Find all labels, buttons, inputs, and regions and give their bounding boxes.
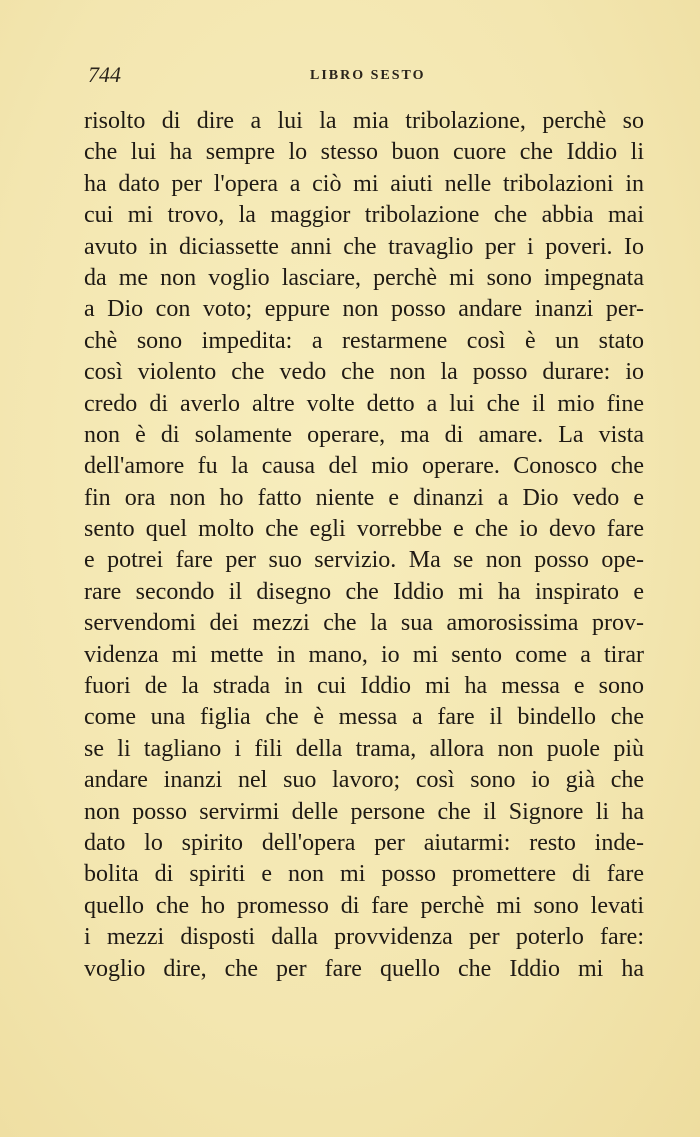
section-title: LIBRO SESTO <box>310 68 426 83</box>
text-line: così violento che vedo che non la posso durare: io <box>84 359 644 386</box>
text-line: dell'amore fu la causa del mio operare. Conosco che <box>84 453 644 480</box>
running-head <box>88 62 643 92</box>
text-line: fin ora non ho fatto niente e dinanzi a Dio vedo e <box>84 484 644 511</box>
text-line: se li tagliano i fili della trama, allora non puole più <box>84 735 644 762</box>
text-line: che lui ha sempre lo stesso buon cuore che Iddio li <box>84 139 644 166</box>
text-line: fuori de la strada in cui Iddio mi ha messa e sono <box>84 673 644 700</box>
body-text <box>84 106 644 985</box>
text-line: i mezzi disposti dalla provvidenza per poterlo fare: <box>84 924 644 951</box>
text-line: credo di averlo altre volte detto a lui che il mio fine <box>84 390 644 417</box>
text-line: risolto di dire a lui la mia tribolazione, perchè so <box>84 108 644 134</box>
text-line: non posso servirmi delle persone che il Signore li ha <box>84 798 644 825</box>
text-line: servendomi dei mezzi che la sua amorosissima prov- <box>84 610 644 637</box>
text-line: sento quel molto che egli vorrebbe e che io devo fare <box>84 516 644 543</box>
text-line: da me non voglio lasciare, perchè mi sono impegnata <box>84 264 644 291</box>
text-line: avuto in diciassette anni che travaglio per i poveri. Io <box>84 233 644 260</box>
text-line: e potrei fare per suo servizio. Ma se non posso ope- <box>84 547 644 574</box>
text-line: cui mi trovo, la maggior tribolazione che abbia mai <box>84 202 644 229</box>
text-line: rare secondo il disegno che Iddio mi ha inspirato e <box>84 578 644 605</box>
text-line: bolita di spiriti e non mi posso promettere di fare <box>84 861 644 888</box>
page-number: 744 <box>88 62 121 87</box>
text-line: voglio dire, che per fare quello che Iddio mi ha <box>84 955 644 982</box>
text-line: videnza mi mette in mano, io mi sento come a tirar <box>84 641 644 668</box>
text-line: a Dio con voto; eppure non posso andare inanzi per- <box>84 296 644 323</box>
text-line: chè sono impedita: a restarmene così è un stato <box>84 327 644 354</box>
text-line: non è di solamente operare, ma di amare. La vista <box>84 421 644 448</box>
text-line: ha dato per l'opera a ciò mi aiuti nelle tribolazioni in <box>84 170 644 197</box>
text-line: dato lo spirito dell'opera per aiutarmi: resto inde- <box>84 829 644 856</box>
text-line: come una figlia che è messa a fare il bindello che <box>84 704 644 731</box>
text-line: andare inanzi nel suo lavoro; così sono io già che <box>84 767 644 794</box>
text-line: quello che ho promesso di fare perchè mi sono levati <box>84 892 644 919</box>
